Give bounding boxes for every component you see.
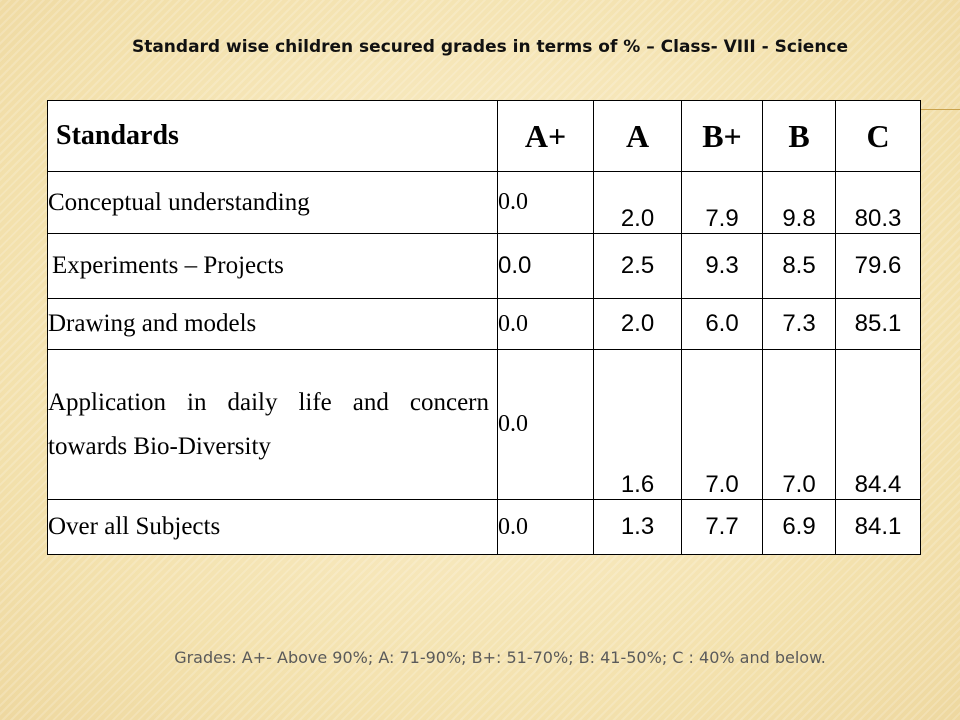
table-row [48, 172, 921, 234]
value-c: 80.3 [836, 172, 921, 234]
column-header-standards: Standards [48, 101, 498, 172]
column-header-b: B [763, 101, 836, 172]
standard-name: Application in daily life and concern towards Bio-Diversity [48, 350, 498, 500]
column-header-a-plus: A+ [498, 101, 594, 172]
value-b-plus: 9.3 [682, 234, 763, 299]
standard-name: Over all Subjects [48, 500, 498, 555]
grades-legend-footnote: Grades: A+- Above 90%; A: 71-90%; B+: 51-70%; B: 41-50%; C : 40% and below. [174, 648, 826, 667]
value-a: 1.6 [594, 350, 682, 500]
value-b-plus: 7.0 [682, 350, 763, 500]
value-a: 1.3 [594, 500, 682, 555]
value-c: 79.6 [836, 234, 921, 299]
value-b: 9.8 [763, 172, 836, 234]
value-b-plus: 6.0 [682, 299, 763, 350]
column-header-b-plus: B+ [682, 101, 763, 172]
column-header-c: C [836, 101, 921, 172]
value-a-plus: 0.0 [498, 299, 594, 350]
grades-table [47, 100, 921, 555]
value-a-plus: 0.0 [498, 172, 594, 234]
value-b-plus: 7.9 [682, 172, 763, 234]
table-row [48, 500, 921, 555]
value-b: 8.5 [763, 234, 836, 299]
standard-name: Conceptual understanding [48, 172, 498, 234]
value-b: 7.3 [763, 299, 836, 350]
value-a: 2.0 [594, 172, 682, 234]
standard-name: Drawing and models [48, 299, 498, 350]
standard-name: Experiments – Projects [48, 234, 498, 299]
value-b: 6.9 [763, 500, 836, 555]
value-a-plus: 0.0 [498, 350, 594, 500]
table-row [48, 299, 921, 350]
value-c: 85.1 [836, 299, 921, 350]
value-a: 2.5 [594, 234, 682, 299]
table-row [48, 234, 921, 299]
value-a-plus: 0.0 [498, 500, 594, 555]
column-header-a: A [594, 101, 682, 172]
value-b: 7.0 [763, 350, 836, 500]
table-row [48, 350, 921, 500]
page-title: Standard wise children secured grades in terms of % – Class- VIII - Science [131, 37, 849, 57]
value-b-plus: 7.7 [682, 500, 763, 555]
decorative-divider [920, 109, 960, 110]
value-a-plus: 0.0 [498, 234, 594, 299]
value-c: 84.1 [836, 500, 921, 555]
value-c: 84.4 [836, 350, 921, 500]
table-header-row [48, 101, 921, 172]
value-a: 2.0 [594, 299, 682, 350]
